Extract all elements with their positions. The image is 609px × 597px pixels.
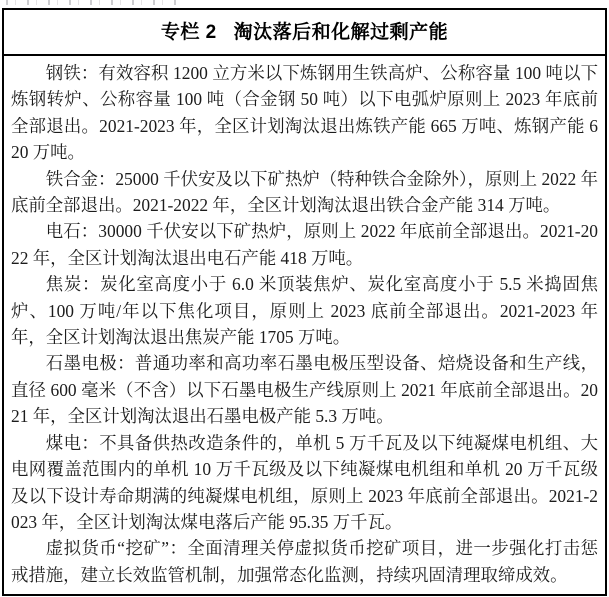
paragraph-graphite-electrode: 石墨电极：普通功率和高功率石墨电极压型设备、焙烧设备和生产线，直径 600 毫米（不含）以下石墨电极生产线原则上 2021 年底前全部退出。2021 年，全区计划淘汰退出石墨电极产能 5.3 万吨。 [11,353,598,427]
panel-body [4,56,605,592]
panel-title-label: 专栏 2 [160,22,217,43]
paragraph-crypto-mining: 虚拟货币“挖矿”：全面清理关停虚拟货币挖矿项目，进一步强化打击惩戒措施，建立长效监管机制，加强常态化监测，持续巩固清理取缔成效。 [11,538,598,585]
paragraph-ferroalloy: 铁合金：25000 千伏安及以下矿热炉（特种铁合金除外），原则上 2022 年底前全部退出。2021-2022 年，全区计划淘汰退出铁合金产能 314 万吨。 [11,168,598,216]
column-box-panel [2,8,607,596]
paragraph-coal-power: 煤电：不具备供热改造条件的，单机 5 万千瓦及以下纯凝煤电机组、大电网覆盖范围内的单机 10 万千瓦级及以下纯凝煤电机组和单机 20 万千瓦级及以下设计寿命期满的纯凝煤电机组，原则上 2023 年底前全部退出。2021-2023 年，全区计划淘汰煤电落后产能 95.35 万千瓦。 [11,432,598,532]
panel-title [4,10,605,56]
panel-title-text: 淘汰落后和化解过剩产能 [233,22,449,43]
clipped-text-remnant [6,0,181,5]
paragraph-coke: 焦炭：炭化室高度小于 6.0 米顶装焦炉、炭化室高度小于 5.5 米捣固焦炉、100 万吨/年以下焦化项目，原则上 2023 底前全部退出。2021-2023 年年，全区计划淘汰退出焦炭产能 1705 万吨。 [11,274,598,348]
paragraph-steel: 钢铁：有效容积 1200 立方米以下炼钢用生铁高炉、公称容量 100 吨以下炼钢转炉、公称容量 100 吨（合金钢 50 吨）以下电弧炉原则上 2023 年底前全部退出。2021-2023 年，全区计划淘汰退出炼铁产能 665 万吨、炼钢产能 620 万吨。 [11,63,598,163]
paragraph-calcium-carbide: 电石：30000 千伏安以下矿热炉，原则上 2022 年底前全部退出。2021-2022 年，全区计划淘汰退出电石产能 418 万吨。 [11,221,598,268]
